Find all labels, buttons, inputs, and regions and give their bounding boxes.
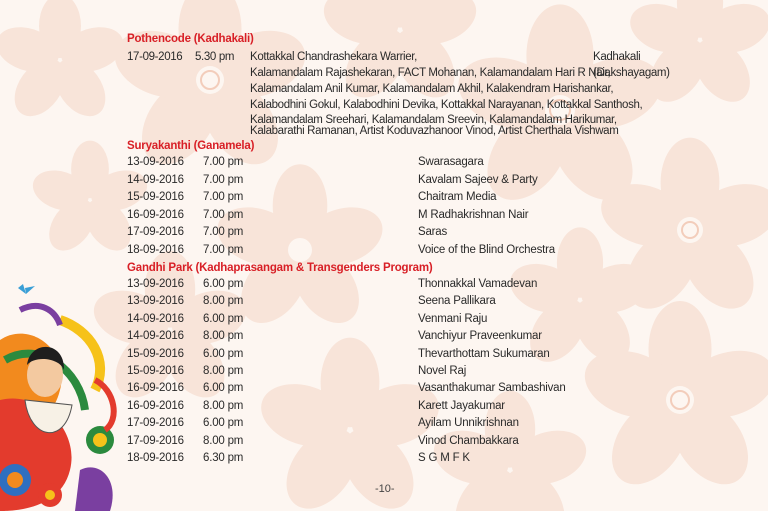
row-date: 13-09-2016 <box>127 295 184 308</box>
row-date: 14-09-2016 <box>127 330 184 343</box>
row-time: 8.00 pm <box>203 295 244 308</box>
row-name: Venmani Raju <box>418 312 488 325</box>
pothencode-performer-line: Kalamandalam Sreehari, Kalamandalam Sreevin, Kalamandalam Harikumar, <box>250 114 617 126</box>
row-date: 14-09-2016 <box>127 312 184 325</box>
row-date: 13-09-2016 <box>127 278 184 290</box>
row-name: Vinod Chambakkara <box>418 434 519 447</box>
row-time: 8.00 pm <box>203 330 244 343</box>
pothencode-performer-line: Kottakkal Chandrashekara Warrier, <box>250 51 417 63</box>
pothencode-performer-line: Kalamandalam Anil Kumar, Kalamandalam Akhil, Kalakendram Harishankar, <box>250 83 614 95</box>
row-name: Novel Raj <box>418 365 467 377</box>
row-name: Saras <box>418 226 448 238</box>
row-date: 16-09-2016 <box>127 208 184 221</box>
pothencode-time: 5.30 pm <box>195 51 235 63</box>
row-name: Karett Jayakumar <box>418 399 505 412</box>
row-date: 17-09-2016 <box>127 434 184 447</box>
row-name: Vanchiyur Praveenkumar <box>418 330 542 343</box>
row-date: 15-09-2016 <box>127 191 184 203</box>
pothencode-performer-line: Kalabodhini Gokul, Kalabodhini Devika, Kottakkal Narayanan, Kottakkal Santhosh, <box>250 99 643 111</box>
row-time: 7.00 pm <box>203 226 244 238</box>
row-name: Vasanthakumar Sambashivan <box>418 382 566 395</box>
row-name: Seena Pallikara <box>418 295 496 308</box>
row-name: Swarasagara <box>418 156 484 168</box>
pothencode-performer-line: Kalabarathi Ramanan, Artist Koduvazhanoor Vinod, Artist Cherthala Vishwam <box>250 125 619 137</box>
row-name: Ayilam Unnikrishnan <box>418 417 519 430</box>
row-date: 16-09-2016 <box>127 382 184 395</box>
row-date: 17-09-2016 <box>127 226 184 238</box>
pothencode-performer-line: Kalamandalam Rajashekaran, FACT Mohanan, Kalamandalam Hari R Nair, <box>250 67 611 79</box>
row-time: 7.00 pm <box>203 191 244 203</box>
row-name: Thonnakkal Vamadevan <box>418 278 538 290</box>
row-date: 17-09-2016 <box>127 417 184 430</box>
suryakanthi-heading: Suryakanthi (Ganamela) <box>127 140 255 152</box>
row-time: 8.00 pm <box>203 365 244 377</box>
pothencode-program: Kadhakali <box>593 51 641 63</box>
row-time: 7.00 pm <box>203 156 244 168</box>
row-time: 6.00 pm <box>203 347 244 360</box>
gandhipark-heading: Gandhi Park (Kadhaprasangam & Transgenders Program) <box>127 262 433 274</box>
row-date: 18-09-2016 <box>127 452 184 464</box>
row-time: 8.00 pm <box>203 399 244 412</box>
row-date: 14-09-2016 <box>127 173 184 186</box>
row-time: 7.00 pm <box>203 173 244 186</box>
pothencode-heading: Pothencode (Kadhakali) <box>127 33 254 45</box>
row-time: 7.00 pm <box>203 208 244 221</box>
row-name: Chaitram Media <box>418 191 497 203</box>
row-name: Thevarthottam Sukumaran <box>418 347 550 360</box>
row-date: 15-09-2016 <box>127 365 184 377</box>
row-time: 6.30 pm <box>203 452 244 464</box>
row-time: 6.00 pm <box>203 382 244 395</box>
page-number: -10- <box>375 483 395 495</box>
row-date: 15-09-2016 <box>127 347 184 360</box>
row-date: 13-09-2016 <box>127 156 184 168</box>
row-name: M Radhakrishnan Nair <box>418 208 529 221</box>
row-name: S G M F K <box>418 452 470 464</box>
row-name: Kavalam Sajeev & Party <box>418 173 538 186</box>
pothencode-date: 17-09-2016 <box>127 51 183 63</box>
row-time: 6.00 pm <box>203 417 244 430</box>
row-time: 7.00 pm <box>203 243 244 256</box>
row-time: 6.00 pm <box>203 312 244 325</box>
row-time: 6.00 pm <box>203 278 244 290</box>
row-date: 18-09-2016 <box>127 243 184 256</box>
row-time: 8.00 pm <box>203 434 244 447</box>
row-date: 16-09-2016 <box>127 399 184 412</box>
row-name: Voice of the Blind Orchestra <box>418 243 555 256</box>
pothencode-program-detail: (Dakshayagam) <box>593 67 670 79</box>
